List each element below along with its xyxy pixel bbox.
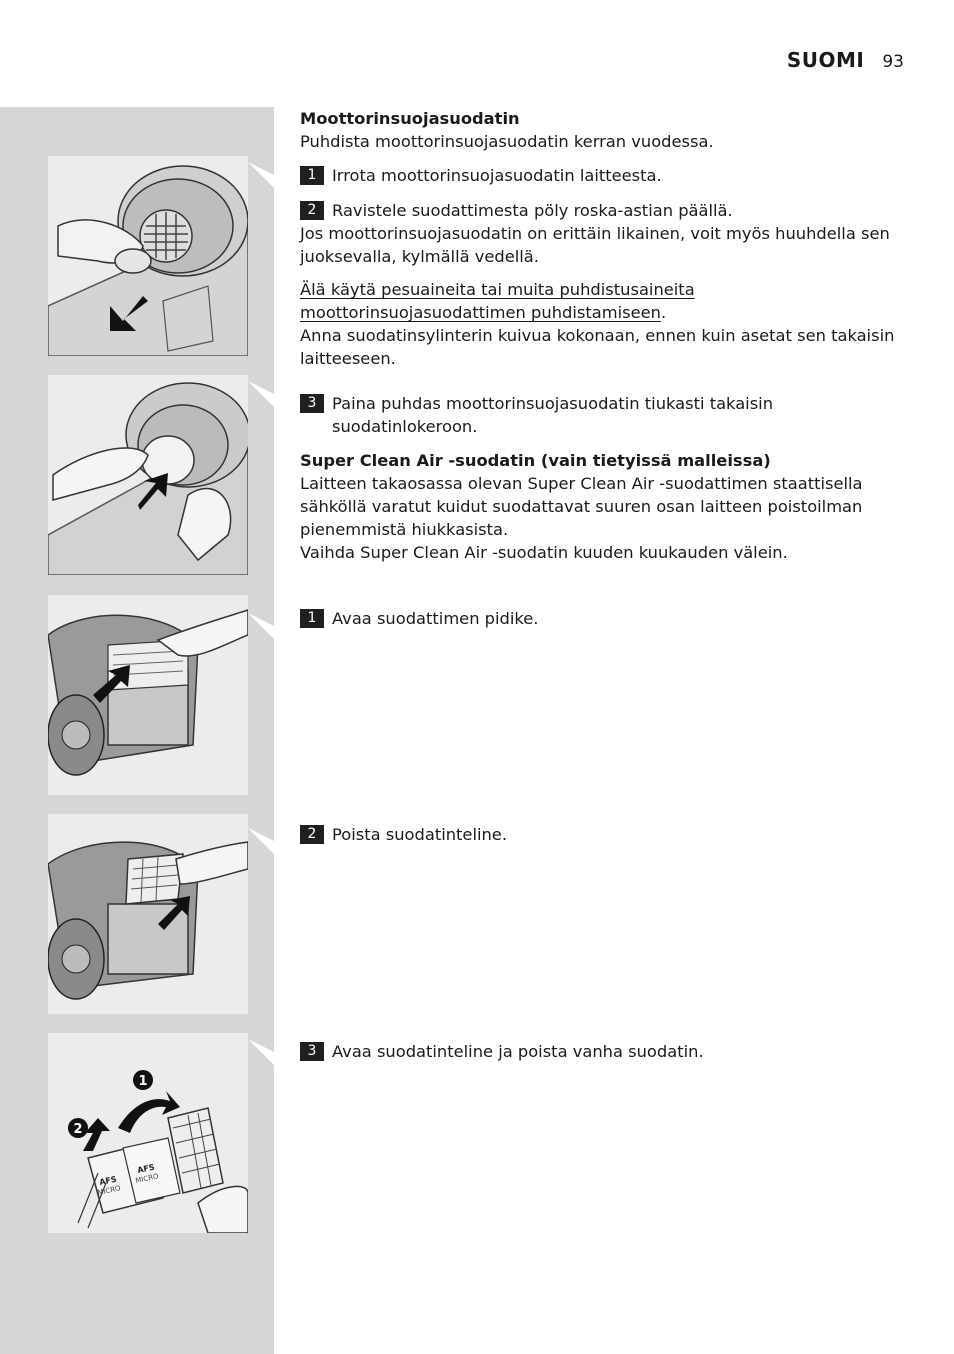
page-number: 93 bbox=[882, 52, 904, 72]
dry-note: Anna suodatinsylinterin kuivua kokonaan, ennen kuin asetat sen takaisin laitteeseen. bbox=[300, 326, 895, 368]
step-number-badge: 2 bbox=[300, 201, 324, 220]
detergent-warning-block bbox=[300, 278, 900, 370]
super-clean-air-description: Laitteen takaosassa olevan Super Clean Air -suodattimen staattisella sähköllä varatut kuidut suodattavat suuren osan laitteen poistoilman pienemmistä hiukkasista. bbox=[300, 474, 863, 539]
motor-filter-section-header bbox=[300, 107, 900, 153]
vacuum-remove-holder-drawing bbox=[48, 814, 248, 1014]
super-clean-air-heading: Super Clean Air -suodatin (vain tietyissä malleissa) bbox=[300, 451, 771, 470]
super-clean-air-step-1 bbox=[300, 607, 900, 630]
illustration-open-filter-holder bbox=[48, 595, 248, 795]
step-number-badge: 2 bbox=[300, 825, 324, 844]
pointer-arrow-icon bbox=[248, 162, 274, 188]
page-header bbox=[787, 48, 904, 72]
motor-filter-step-2-block bbox=[300, 199, 900, 268]
illustration-insert-motor-filter bbox=[48, 375, 248, 575]
badge-two-label: 2 bbox=[73, 1122, 83, 1137]
detergent-warning-line-2: moottorinsuojasuodattimen puhdistamiseen bbox=[300, 303, 661, 322]
illustration-open-holder-remove-filter bbox=[48, 1033, 248, 1233]
step-text: Avaa suodatinteline ja poista vanha suodatin. bbox=[332, 1042, 704, 1061]
card-sub-label: MICRO bbox=[134, 1172, 160, 1185]
illustration-remove-filter-holder bbox=[48, 814, 248, 1014]
step-text: Avaa suodattimen pidike. bbox=[332, 609, 539, 628]
step-number-badge: 1 bbox=[300, 609, 324, 628]
warning-period: . bbox=[660, 303, 667, 322]
step-number-badge: 1 bbox=[300, 166, 324, 185]
detergent-warning-line-1: Älä käytä pesuaineita tai muita puhdistusaineita bbox=[300, 280, 695, 299]
pointer-arrow-icon bbox=[248, 1039, 274, 1065]
pointer-arrow-icon bbox=[248, 828, 274, 854]
step-text: Ravistele suodattimesta pöly roska-astian päällä. bbox=[332, 201, 733, 220]
card-brand-label: AFS bbox=[136, 1162, 156, 1175]
pointer-arrow-icon bbox=[248, 613, 274, 639]
rinse-note: Jos moottorinsuojasuodatin on erittäin likainen, voit myös huuhdella sen juoksevalla, kylmällä vedellä. bbox=[300, 224, 890, 266]
filter-replacement-drawing bbox=[48, 1033, 248, 1233]
vacuum-filter-insert-drawing bbox=[48, 375, 248, 575]
step-number-badge: 3 bbox=[300, 394, 324, 413]
super-clean-air-section bbox=[300, 449, 900, 564]
step-text: Irrota moottorinsuojasuodatin laitteesta. bbox=[332, 166, 662, 185]
motor-filter-step-2 bbox=[300, 199, 900, 222]
language-label: SUOMI bbox=[786, 48, 865, 72]
card-sub-label-back: MICRO bbox=[96, 1184, 122, 1197]
vacuum-filter-removal-drawing bbox=[48, 156, 248, 356]
illustration-remove-motor-filter bbox=[48, 156, 248, 356]
vacuum-rear-grille-drawing bbox=[48, 595, 248, 795]
motor-filter-step-3 bbox=[300, 392, 900, 438]
motor-filter-intro: Puhdista moottorinsuojasuodatin kerran vuodessa. bbox=[300, 132, 714, 151]
motor-filter-step-1 bbox=[300, 164, 900, 187]
pointer-arrow-icon bbox=[248, 381, 274, 407]
step-number-badge: 3 bbox=[300, 1042, 324, 1061]
super-clean-air-step-2 bbox=[300, 823, 900, 846]
step-text: Poista suodatinteline. bbox=[332, 825, 507, 844]
motor-filter-heading: Moottorinsuojasuodatin bbox=[300, 109, 520, 128]
step-text: Paina puhdas moottorinsuojasuodatin tiukasti takaisin suodatinlokeroon. bbox=[332, 394, 774, 436]
badge-one-label: 1 bbox=[138, 1074, 148, 1089]
card-brand-label-back: AFS bbox=[98, 1174, 118, 1187]
super-clean-air-step-3 bbox=[300, 1040, 900, 1063]
super-clean-air-replace-note: Vaihda Super Clean Air -suodatin kuuden kuukauden välein. bbox=[300, 543, 788, 562]
